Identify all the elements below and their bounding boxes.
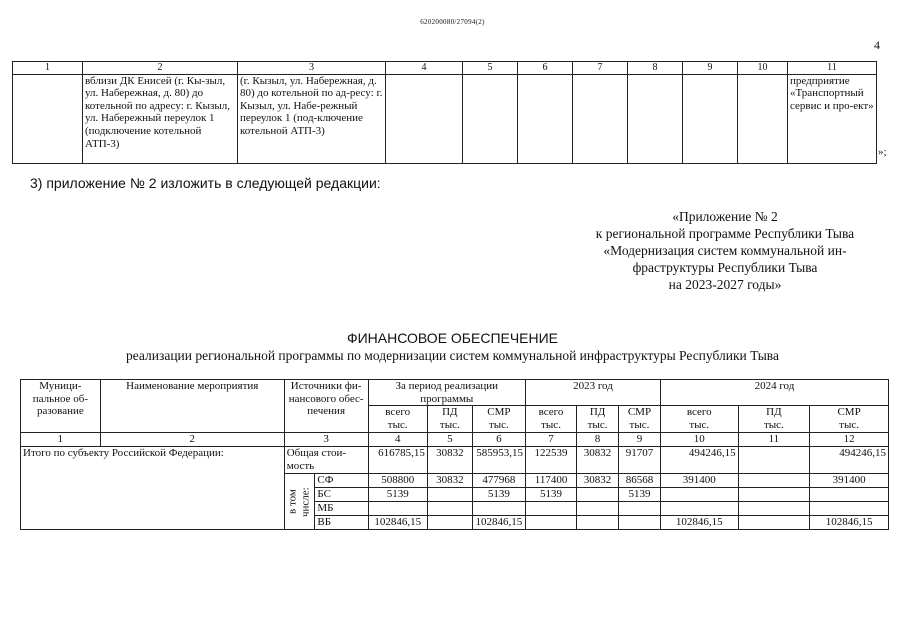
page-number: 4 bbox=[874, 38, 880, 52]
value-cell: 477968 bbox=[472, 474, 525, 488]
unit-label: тыс. bbox=[577, 419, 619, 433]
header-2024: 2024 год bbox=[660, 380, 888, 406]
col-number: 6 bbox=[518, 62, 573, 75]
total-source: Общая стои-мость bbox=[284, 447, 368, 474]
value-cell: 585953,15 bbox=[472, 447, 525, 474]
value-cell bbox=[738, 488, 810, 502]
subheader-pd: ПД bbox=[738, 406, 810, 420]
value-cell: 30832 bbox=[577, 474, 619, 488]
value-cell: 616785,15 bbox=[368, 447, 427, 474]
value-cell: 5139 bbox=[368, 488, 427, 502]
subheader-pd: ПД bbox=[577, 406, 619, 420]
value-cell: 391400 bbox=[810, 474, 889, 488]
col-number: 8 bbox=[577, 433, 619, 447]
cell-location-from: вблизи ДК Енисей (г. Кы-зыл, ул. Набережная, д. 80) до котельной по адресу: г. Кызыл, ул. Набережный переулок 1 (подключение котельной АТП-3) bbox=[83, 74, 238, 163]
value-cell: 391400 bbox=[660, 474, 738, 488]
cell-empty bbox=[628, 74, 683, 163]
value-cell bbox=[738, 474, 810, 488]
subheader-pd: ПД bbox=[427, 406, 472, 420]
cell-empty bbox=[463, 74, 518, 163]
cell-empty bbox=[518, 74, 573, 163]
col-number: 2 bbox=[83, 62, 238, 75]
value-cell bbox=[660, 488, 738, 502]
unit-label: тыс. bbox=[738, 419, 810, 433]
section-subtitle: реализации региональной программы по модернизации систем коммунальной инфраструктуры Республики Тыва bbox=[126, 348, 779, 363]
subheader-total: всего bbox=[525, 406, 576, 420]
appendix-line: на 2023-2027 годы» bbox=[668, 276, 782, 292]
value-cell: 494246,15 bbox=[660, 447, 738, 474]
value-cell: 5139 bbox=[525, 488, 576, 502]
value-cell bbox=[577, 516, 619, 530]
value-cell bbox=[619, 502, 661, 516]
source-code: СФ bbox=[315, 474, 368, 488]
cell-executor: предприятие «Транспортный сервис и про-ект» bbox=[788, 74, 877, 163]
col-number: 12 bbox=[810, 433, 889, 447]
value-cell: 102846,15 bbox=[472, 516, 525, 530]
unit-label: тыс. bbox=[619, 419, 661, 433]
value-cell bbox=[368, 502, 427, 516]
header-municipal: Муници-пальное об-разование bbox=[21, 380, 101, 433]
col-number: 3 bbox=[238, 62, 386, 75]
appendix-line: «Приложение № 2 bbox=[672, 209, 778, 224]
subheader-smr: СМР bbox=[472, 406, 525, 420]
unit-label: тыс. bbox=[660, 419, 738, 433]
cell-location-to: (г. Кызыл, ул. Набережная, д. 80) до котельной по ад-ресу: г. Кызыл, ул. Набе-режный переулок 1 (под-ключение котельной АТП-3) bbox=[238, 74, 386, 163]
col-number: 6 bbox=[472, 433, 525, 447]
value-cell bbox=[525, 502, 576, 516]
subheader-total: всего bbox=[660, 406, 738, 420]
value-cell bbox=[577, 502, 619, 516]
cell-empty bbox=[573, 74, 628, 163]
value-cell: 102846,15 bbox=[660, 516, 738, 530]
col-number: 7 bbox=[525, 433, 576, 447]
value-cell bbox=[472, 502, 525, 516]
col-number: 7 bbox=[573, 62, 628, 75]
value-cell: 86568 bbox=[619, 474, 661, 488]
column-number-row bbox=[21, 433, 889, 447]
value-cell bbox=[619, 516, 661, 530]
header-sources: Источники фи-нансового обес-печения bbox=[284, 380, 368, 433]
subheader-smr: СМР bbox=[810, 406, 889, 420]
value-cell bbox=[427, 488, 472, 502]
closing-quote: »; bbox=[878, 146, 887, 158]
value-cell: 5139 bbox=[619, 488, 661, 502]
unit-label: тыс. bbox=[427, 419, 472, 433]
appendix-line: «Модернизация систем коммунальной ин- bbox=[603, 242, 847, 258]
value-cell: 122539 bbox=[525, 447, 576, 474]
value-cell: 102846,15 bbox=[810, 516, 889, 530]
cell-empty bbox=[13, 74, 83, 163]
value-cell: 30832 bbox=[427, 474, 472, 488]
document-id: 620200080/27094(2) bbox=[420, 18, 485, 26]
col-number: 11 bbox=[738, 433, 810, 447]
cell-empty bbox=[738, 74, 788, 163]
value-cell: 5139 bbox=[472, 488, 525, 502]
header-2023: 2023 год bbox=[525, 380, 660, 406]
col-number: 1 bbox=[21, 433, 101, 447]
col-number: 9 bbox=[619, 433, 661, 447]
col-number: 5 bbox=[427, 433, 472, 447]
unit-label: тыс. bbox=[525, 419, 576, 433]
value-cell: 91707 bbox=[619, 447, 661, 474]
source-code: МБ bbox=[315, 502, 368, 516]
value-cell: 102846,15 bbox=[368, 516, 427, 530]
appendix-line: фраструктуры Республики Тыва bbox=[632, 259, 818, 275]
including-label: в том числе: bbox=[284, 474, 315, 530]
col-number: 2 bbox=[100, 433, 284, 447]
instruction-paragraph: 3) приложение № 2 изложить в следующей редакции: bbox=[30, 175, 381, 191]
header-measure: Наименование мероприятия bbox=[100, 380, 284, 433]
table-header-row bbox=[13, 62, 877, 75]
table-row bbox=[13, 74, 877, 163]
total-row bbox=[21, 447, 889, 474]
value-cell bbox=[577, 488, 619, 502]
value-cell bbox=[738, 502, 810, 516]
source-code: БС bbox=[315, 488, 368, 502]
unit-label: тыс. bbox=[810, 419, 889, 433]
subheader-smr: СМР bbox=[619, 406, 661, 420]
value-cell bbox=[810, 488, 889, 502]
value-cell bbox=[525, 516, 576, 530]
col-number: 8 bbox=[628, 62, 683, 75]
source-code: ВБ bbox=[315, 516, 368, 530]
unit-label: тыс. bbox=[368, 419, 427, 433]
value-cell: 30832 bbox=[577, 447, 619, 474]
col-number: 1 bbox=[13, 62, 83, 75]
cell-empty bbox=[386, 74, 463, 163]
col-number: 9 bbox=[683, 62, 738, 75]
value-cell bbox=[427, 502, 472, 516]
value-cell bbox=[810, 502, 889, 516]
cell-empty bbox=[683, 74, 738, 163]
col-number: 10 bbox=[660, 433, 738, 447]
col-number: 3 bbox=[284, 433, 368, 447]
value-cell bbox=[738, 516, 810, 530]
value-cell: 30832 bbox=[427, 447, 472, 474]
unit-label: тыс. bbox=[472, 419, 525, 433]
header-period: За период реализации программы bbox=[368, 380, 525, 406]
subheader-total: всего bbox=[368, 406, 427, 420]
col-number: 4 bbox=[368, 433, 427, 447]
continuation-table bbox=[12, 61, 877, 164]
col-number: 10 bbox=[738, 62, 788, 75]
value-cell: 117400 bbox=[525, 474, 576, 488]
value-cell bbox=[427, 516, 472, 530]
value-cell bbox=[738, 447, 810, 474]
total-label: Итого по субъекту Российской Федерации: bbox=[21, 447, 285, 530]
appendix-line: к региональной программе Республики Тыва bbox=[595, 225, 855, 241]
appendix-header bbox=[560, 209, 890, 293]
section-title: ФИНАНСОВОЕ ОБЕСПЕЧЕНИЕ bbox=[346, 330, 559, 346]
value-cell: 508800 bbox=[368, 474, 427, 488]
value-cell bbox=[660, 502, 738, 516]
col-number: 4 bbox=[386, 62, 463, 75]
header-row bbox=[21, 380, 889, 406]
value-cell: 494246,15 bbox=[810, 447, 889, 474]
financing-table bbox=[20, 379, 889, 530]
col-number: 5 bbox=[463, 62, 518, 75]
col-number: 11 bbox=[788, 62, 877, 75]
